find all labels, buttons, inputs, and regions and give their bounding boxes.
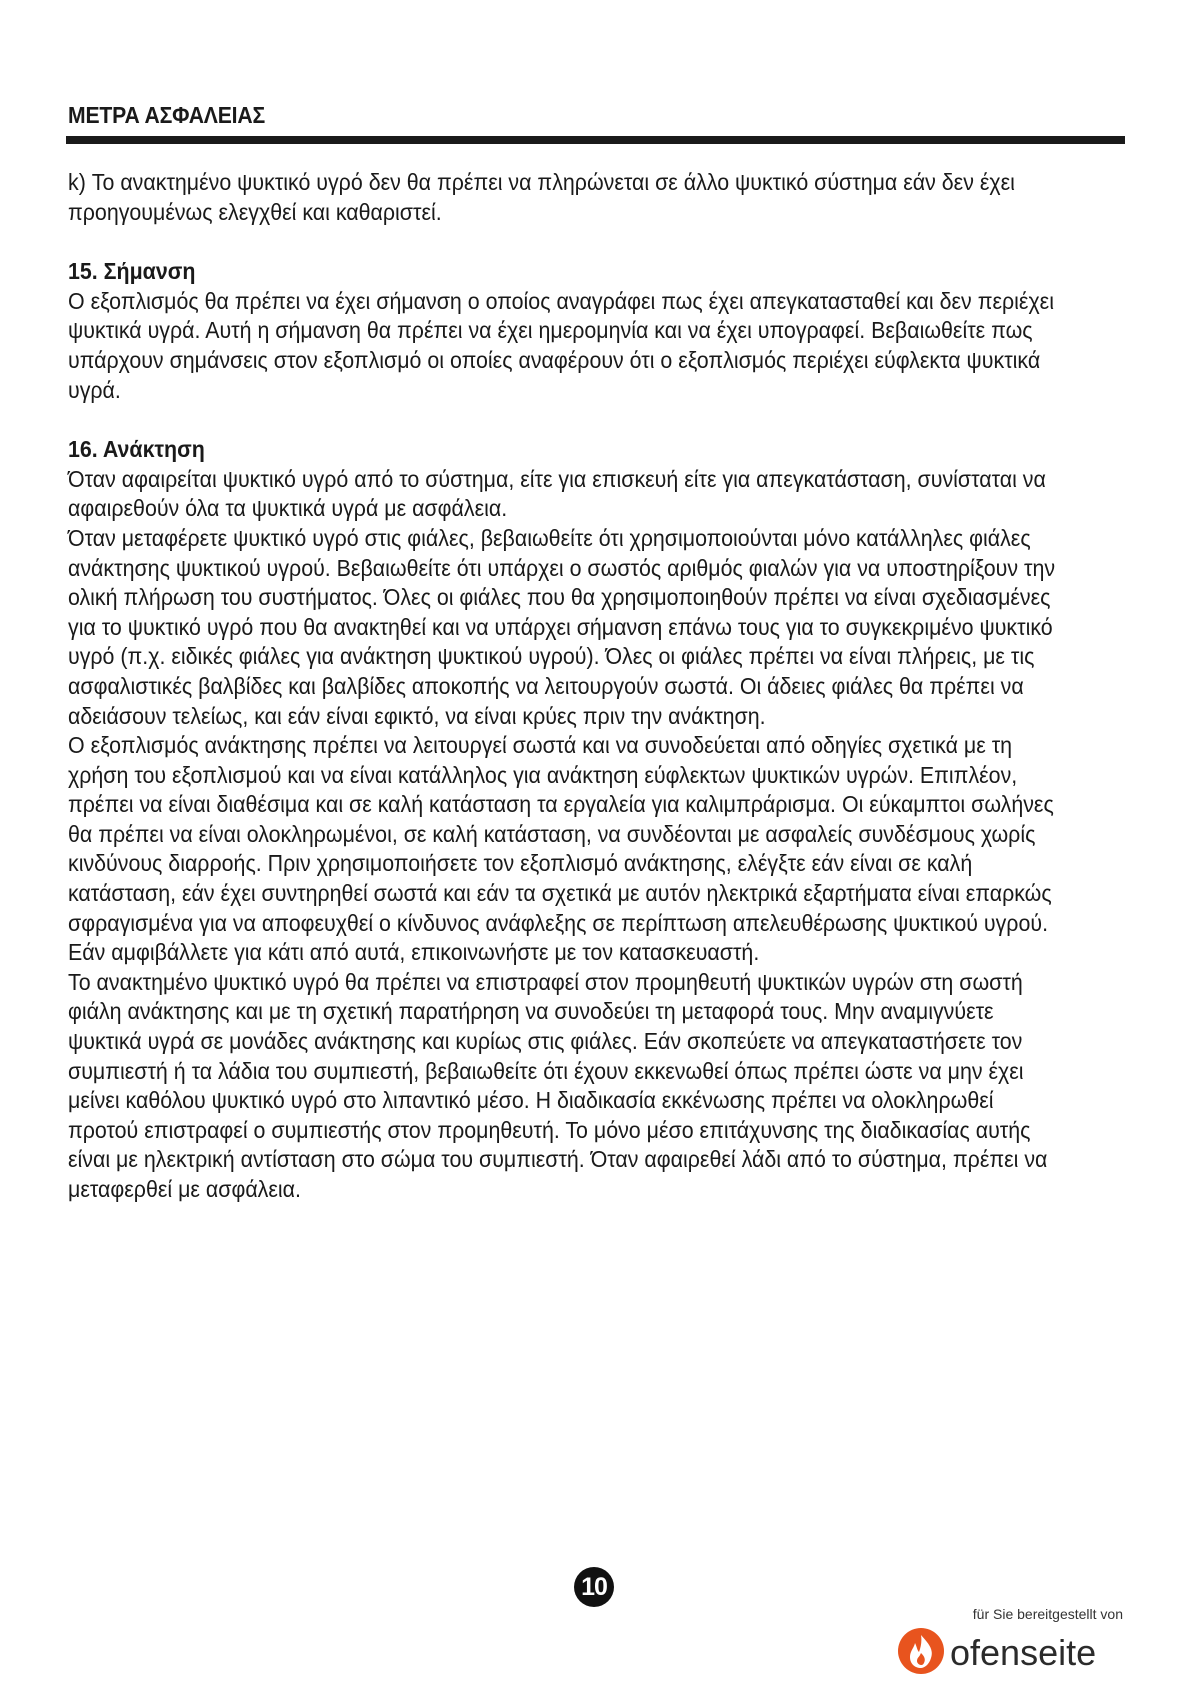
paragraph-k: k) Το ανακτημένο ψυκτικό υγρό δεν θα πρέπει να πληρώνεται σε άλλο ψυκτικό σύστημα εάν δεν έχει προηγουμένως ελεγχθεί και καθαριστεί. <box>68 169 1015 225</box>
section-16-paragraph-1: Όταν αφαιρείται ψυκτικό υγρό από το σύστημα, είτε για επισκευή είτε για απεγκατάσταση, συνίσταται να αφαιρεθούν όλα τα ψυκτικά υγρά με ασφάλεια. <box>68 465 1046 522</box>
section-16-paragraph-2: Όταν μεταφέρετε ψυκτικό υγρό στις φιάλες, βεβαιωθείτε ότι χρησιμοποιούνται μόνο κατάλληλες φιάλες ανάκτησης ψυκτικού υγρού. Βεβαιωθείτε ότι υπάρχει ο σωστός αριθμός φιαλών για να υποστηρίξουν την ολική πλήρωση του συστήματος. Όλες οι φιάλες που θα χρησιμοποιηθούν πρέπει να είναι σχεδιασμένες για το ψυκτικό υγρό που θα ανακτηθεί και να υπάρχει σήμανση επάνω τους για το συγκεκριμένο ψυκτικό υγρό (π.χ. ειδικές φιάλες για ανάκτηση ψυκτικού υγρού). Όλες οι φιάλες πρέπει να είναι πλήρεις, με τις ασφαλιστικές βαλβίδες και βαλβίδες αποκοπής να λειτουργούν σωστά. Οι άδειες φιάλες θα πρέπει να αδειάσουν τελείως, και εάν είναι εφικτό, να είναι κρύες πριν την ανάκτηση. <box>68 524 1056 729</box>
ofenseite-logo <box>895 1624 1125 1676</box>
section-16-heading: 16. Ανάκτηση <box>68 436 205 463</box>
watermark <box>895 1606 1125 1676</box>
section-16-paragraph-4: Το ανακτημένο ψυκτικό υγρό θα πρέπει να επιστραφεί στον προμηθευτή ψυκτικών υγρών στη σωστή φιάλη ανάκτησης και με τη σχετική παρατήρηση να συνοδεύει τη μεταφορά τους. Μην αναμιγνύετε ψυκτικά υγρά σε μονάδες ανάκτησης και κυρίως στις φιάλες. Εάν σκοπεύετε να απεγκαταστήσετε τον συμπιεστή ή τα λάδια του συμπιεστή, βεβαιωθείτε ότι έχουν εκκενωθεί όπως πρέπει ώστε να μην έχει μείνει καθόλου ψυκτικό υγρό στο λιπαντικό μέσο. Η διαδικασία εκκένωσης πρέπει να ολοκληρωθεί προτού επιστραφεί ο συμπιεστής στον προμηθευτή. Το μόνο μέσο επιτάχυνσης της διαδικασίας αυτής είναι με ηλεκτρική αντίσταση στο σώμα του συμπιεστή. Όταν αφαιρεθεί λάδι από το σύστημα, πρέπει να μεταφερθεί με ασφάλεια. <box>68 968 1048 1202</box>
section-15-heading: 15. Σήμανση <box>68 258 196 285</box>
page-title: ΜΕΤΡΑ ΑΣΦΑΛΕΙΑΣ <box>68 102 265 128</box>
watermark-caption: für Sie bereitgestellt von <box>972 1606 1123 1622</box>
section-15-text: Ο εξοπλισμός θα πρέπει να έχει σήμανση ο οποίος αναγράφει πως έχει απεγκατασταθεί και δεν περιέχει ψυκτικά υγρά. Αυτή η σήμανση θα πρέπει να έχει ημερομηνία και να έχει υπογραφεί. Βεβαιωθείτε πως υπάρχουν σημάνσεις στον εξοπλισμό οι οποίες αναφέρουν ότι ο εξοπλισμός περιέχει εύφλεκτα ψυκτικά υγρά. <box>68 287 1054 403</box>
section-16-paragraph-3: Ο εξοπλισμός ανάκτησης πρέπει να λειτουργεί σωστά και να συνοδεύεται από οδηγίες σχετικά με τη χρήση του εξοπλισμού και να είναι κατάλληλος για ανάκτηση εύφλεκτων ψυκτικών υγρών. Επιπλέον, πρέπει να είναι διαθέσιμα και σε καλή κατάσταση τα εργαλεία για καλιμπράρισμα. Οι εύκαμπτοι σωλήνες θα πρέπει να είναι ολοκληρωμένοι, σε καλή κατάσταση, να συνδέονται με ασφαλείς συνδέσμους χωρίς κινδύνους διαρροής. Πριν χρησιμοποιήσετε τον εξοπλισμό ανάκτησης, ελέγξτε εάν είναι σε καλή κατάσταση, εάν έχει συντηρηθεί σωστά και εάν τα σχετικά με αυτόν ηλεκτρικά εξαρτήματα είναι επαρκώς σφραγισμένα για να αποφευχθεί ο κίνδυνος ανάφλεξης σε περίπτωση απελευθέρωσης ψυκτικού υγρού. Εάν αμφιβάλλετε για κάτι από αυτά, επικοινωνήστε με τον κατασκευαστή. <box>68 732 1054 966</box>
watermark-brand: ofenseite <box>950 1632 1097 1673</box>
header-divider <box>66 136 1125 144</box>
document-body <box>68 168 1063 1205</box>
page-number-badge: 10 <box>574 1567 614 1607</box>
